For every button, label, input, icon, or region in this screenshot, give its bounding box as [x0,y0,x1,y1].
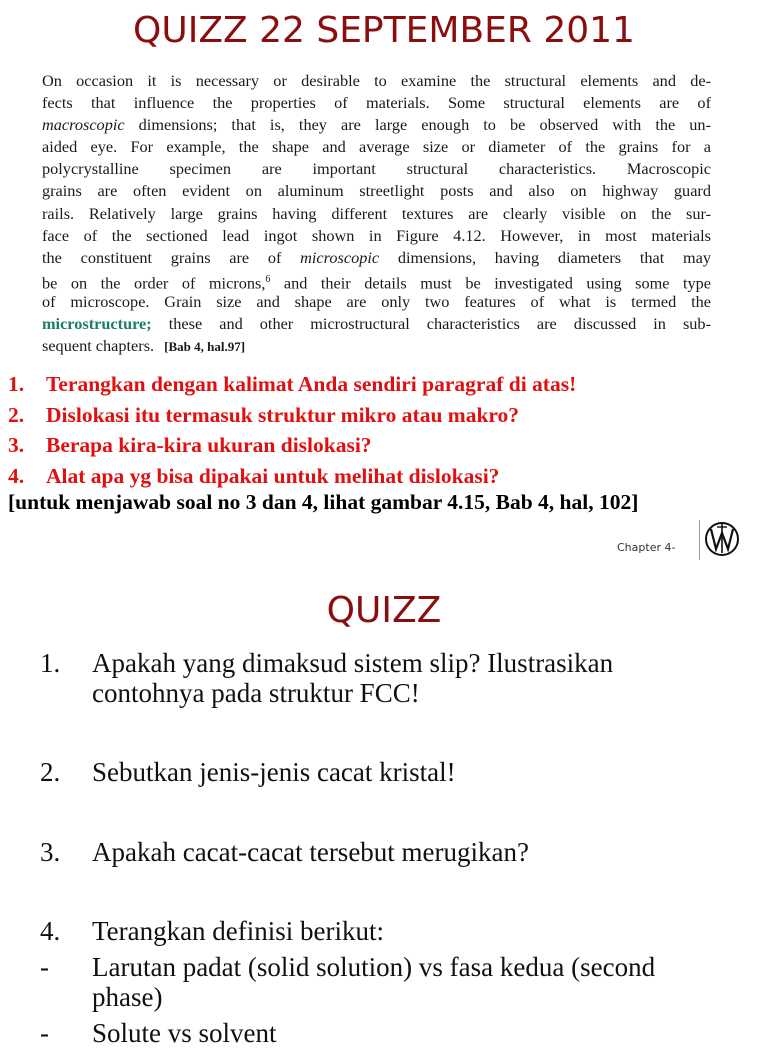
question-item [8,400,576,431]
excerpt-line: fects that influence the properties of materials. Some structural elements are of [42,93,711,113]
excerpt-text: the constituent grains are of [42,247,301,267]
question-number: 2. [8,402,25,427]
quiz-item-text: Terangkan definisi berikut: [92,916,385,946]
excerpt-line: polycrystalline specimen are important structural characteristics. Macroscopic [42,159,711,179]
question-text: Alat apa yg bisa dipakai untuk melihat dislokasi? [46,463,500,488]
slide2-title: QUIZZ [326,590,442,631]
quiz-item-number: 1. [40,648,61,678]
quiz-item-text: Solute vs solvent [92,1018,277,1048]
question-number: 1. [8,372,25,396]
quiz-item-text: Larutan padat (solid solution) vs fasa kedua (second phase) [92,952,656,1012]
question-number: 4. [8,463,25,488]
excerpt-text: and their details must be investigated using some type [270,273,712,293]
quiz-item-text: Apakah yang dimaksud sistem slip? Ilustrasikan contohnya pada struktur FCC! [92,648,614,708]
excerpt-text: these and other microstructural characteristics are discussed in sub- [151,314,711,334]
excerpt-line [42,313,711,335]
quiz-item-number: 2. [40,757,61,787]
question-item [8,369,576,400]
excerpt-text: dimensions, having diameters that may [379,247,711,267]
question-list [8,369,576,491]
question-text: Berapa kira-kira ukuran dislokasi? [46,433,372,458]
quiz-item-number: 4. [40,916,61,946]
chapter-footer: Chapter 4- [617,541,676,554]
question-text: Dislokasi itu termasuk struktur mikro atau makro? [46,402,520,427]
excerpt-line [42,247,711,269]
page-reference: [Bab 4, hal.97] [164,339,246,355]
key-term: microstructure; [42,314,152,334]
footer-divider [699,520,700,560]
excerpt-line [42,335,711,357]
excerpt-line: face of the sectioned lead ingot shown in Figure 4.12. However, in most materials [42,225,711,245]
excerpt-emphasis: microscopic [300,247,380,267]
question-item [8,461,576,492]
question-number: 3. [8,433,25,458]
excerpt-text: sequent chapters. [42,336,155,356]
textbook-excerpt [42,70,711,357]
slide1-title: QUIZZ 22 SEPTEMBER 2011 [133,10,635,51]
question-text: Terangkan dengan kalimat Anda sendiri paragraf di atas! [46,372,577,396]
excerpt-line [42,114,711,136]
excerpt-emphasis: macroscopic [42,115,125,135]
wiley-logo-icon [703,517,741,559]
excerpt-line: On occasion it is necessary or desirable to examine the structural elements and de- [42,71,711,90]
quiz-item-bullet: - [40,952,49,982]
quiz-item-number: 3. [40,837,61,867]
excerpt-line [42,269,711,291]
excerpt-text: be on the order of microns, [42,273,266,293]
answer-hint-note: [untuk menjawab soal no 3 dan 4, lihat gambar 4.15, Bab 4, hal, 102] [8,490,639,514]
footnote-marker: 6 [265,273,271,285]
quiz-item-bullet: - [40,1018,49,1048]
quiz-item-text: Apakah cacat-cacat tersebut merugikan? [92,837,529,867]
quiz-item-text: Sebutkan jenis-jenis cacat kristal! [92,757,456,787]
excerpt-line: aided eye. For example, the shape and average size or diameter of the grains for a [42,137,711,157]
excerpt-line: rails. Relatively large grains having different textures are clearly visible on the sur- [42,203,711,223]
excerpt-line: of microscope. Grain size and shape are only two features of what is termed the [42,291,711,311]
question-item [8,430,576,461]
excerpt-text: dimensions; that is, they are large enough to be observed with the un- [124,115,711,135]
excerpt-line: grains are often evident on aluminum streetlight posts and also on highway guard [42,181,711,201]
